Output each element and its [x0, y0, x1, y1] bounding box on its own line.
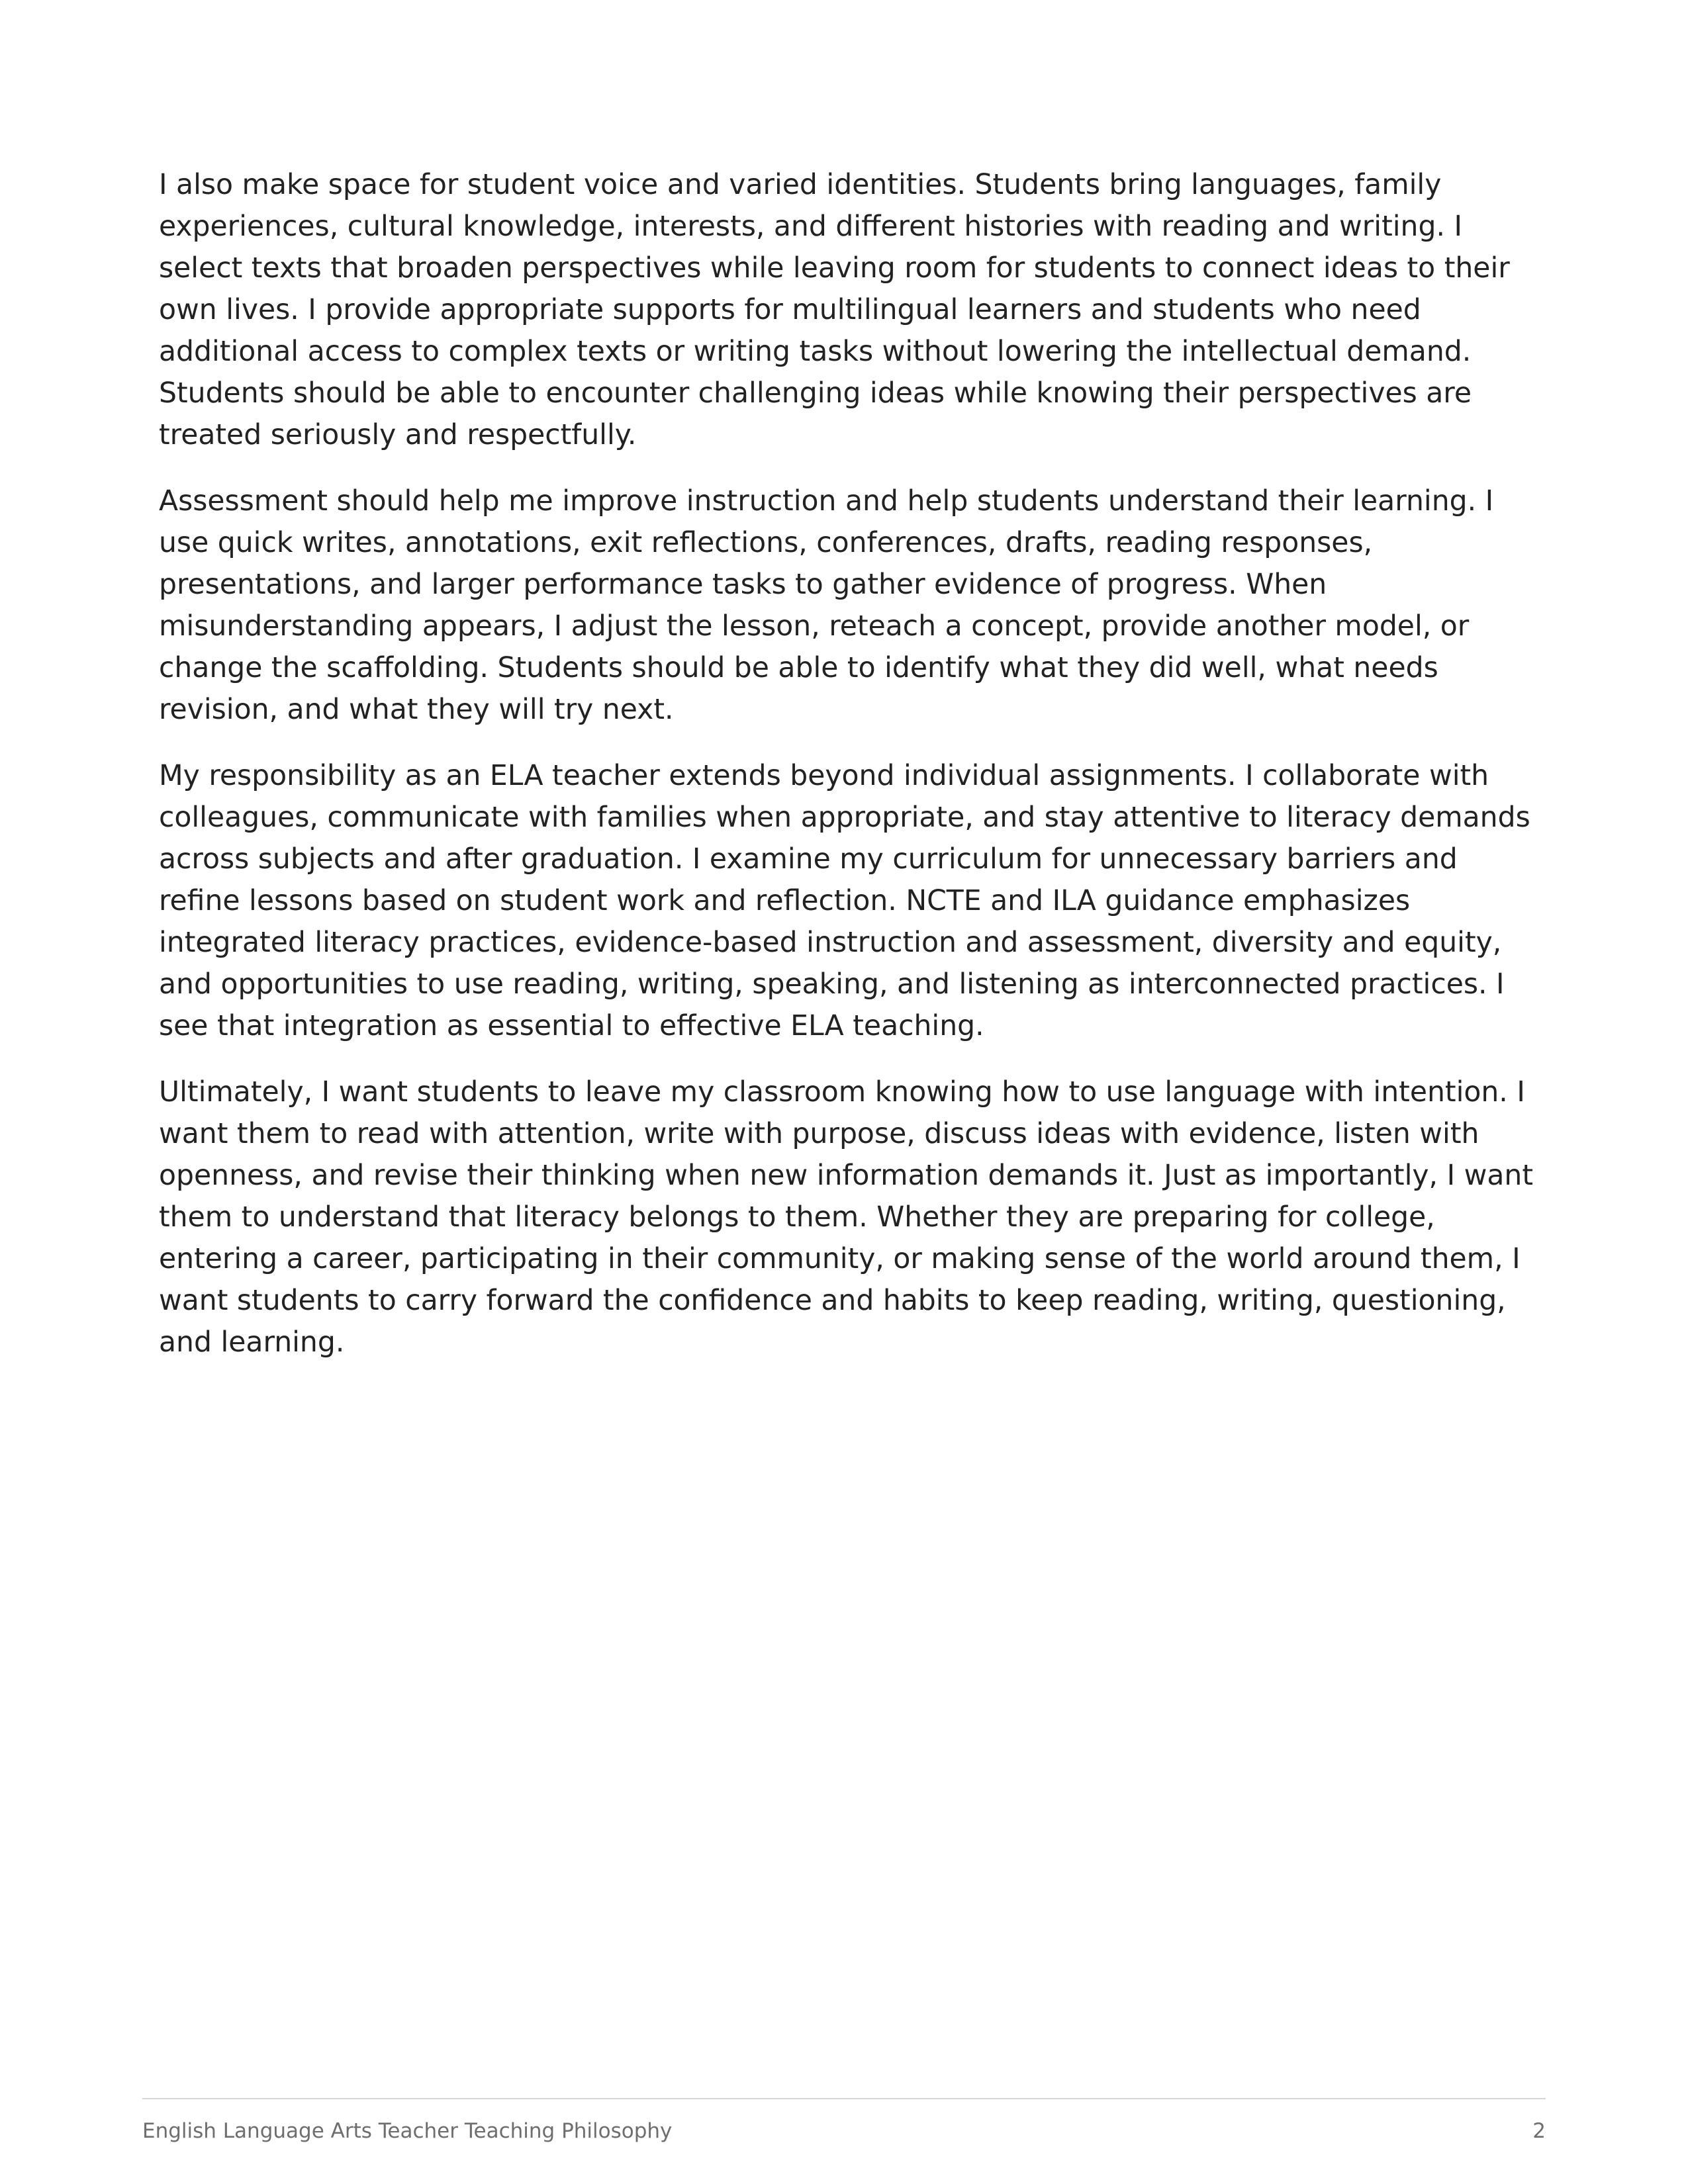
paragraph-assessment: Assessment should help me improve instruction and help students understand their learning. I use quick writes, annotations, exit reflections, conferences, drafts, reading responses, presentations, and larger performance tasks to gather evidence of progress. When misunderstanding appears, I adjust the lesson, reteach a concept, provide another model, or change the scaffolding. Students should be able to identify what they did well, what needs revision, and what they will try next. [159, 485, 1494, 726]
paragraph-conclusion: Ultimately, I want students to leave my classroom knowing how to use language with intention. I want them to read with attention, write with purpose, discuss ideas with evidence, listen with openness, and revise their thinking when new information demands it. Just as importantly, I want them to understand that literacy belongs to them. Whether they are preparing for college, entering a career, participating in their community, or making sense of the world around them, I want students to carry forward the confidence and habits to keep reading, writing, questioning, and learning. [159, 1076, 1534, 1359]
footer-document-title: English Language Arts Teacher Teaching Philosophy [142, 2119, 673, 2143]
document-body [159, 164, 1536, 1388]
page-footer [142, 2098, 1546, 2143]
paragraph-student-voice: I also make space for student voice and varied identities. Students bring languages, family experiences, cultural knowledge, interests, and different histories with reading and writing. I select texts that broaden perspectives while leaving room for students to connect ideas to their own lives. I provide appropriate supports for multilingual learners and students who need additional access to complex texts or writing tasks without lowering the intellectual demand. Students should be able to encounter challenging ideas while knowing their perspectives are treated seriously and respectfully. [159, 169, 1510, 451]
paragraph-responsibility: My responsibility as an ELA teacher extends beyond individual assignments. I collaborate with colleagues, communicate with families when appropriate, and stay attentive to literacy demands across subjects and after graduation. I examine my curriculum for unnecessary barriers and refine lessons based on student work and reflection. NCTE and ILA guidance emphasizes integrated literacy practices, evidence-based instruction and assessment, diversity and equity, and opportunities to use reading, writing, speaking, and listening as interconnected practices. I see that integration as essential to effective ELA teaching. [159, 760, 1530, 1042]
footer-page-number: 2 [1532, 2119, 1546, 2143]
